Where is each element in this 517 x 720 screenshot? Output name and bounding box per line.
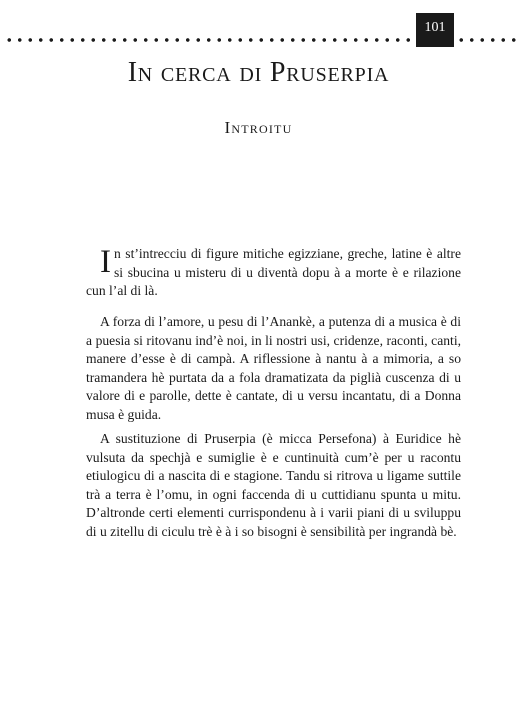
paragraph-2: A forza di l’amore, u pesu di l’Anankè, a putenza di a musica è di a puesia si ritovanu ind’è noi, in li nostri usi, cridenze, raconti, canti, manere d’esse è di campà. A riflessione à nantu à a mimoria, a so tramandera hè purtata da a fola dramatizata da piglià cuscenza di u valore di e parolle, dette è cantate, di u versu incantatu, di a Donna musa è guida. <box>86 314 461 422</box>
dotted-rule-left <box>4 37 414 43</box>
page-number-text: 101 <box>424 20 446 35</box>
paragraph-1 <box>86 245 461 301</box>
section-title: Introitu <box>224 118 293 137</box>
drop-cap: I <box>100 244 111 280</box>
chapter-title: In cerca di Pruserpia <box>127 57 390 88</box>
paragraph-3: A sustituzione di Pruserpia (è micca Persefona) à Euridice hè vulsuta da spechjà e sumiglie è e cuntinuità cum’è per u racontu etiulogicu di a nascita di e stagione. Tandu si ritrova u ligame suttile trà a terra è l’omu, in ogni faccenda di u cuttidianu spunta u mitu. D’altronde certi elementi currispondenu à i varii piani di u sviluppu di u zitellu di ciculu trè è à i so bisogni è sensibilità per ingrandà bè. <box>86 431 461 539</box>
paragraph-1-text: n st’intrecciu di figure mitiche egizziane, greche, latine è altre si sbucina u misteru di u diventà dopu à a morte è e rilazione cun l’al di là. <box>86 246 461 299</box>
page-number <box>416 13 454 47</box>
dotted-rule-right <box>456 37 516 43</box>
